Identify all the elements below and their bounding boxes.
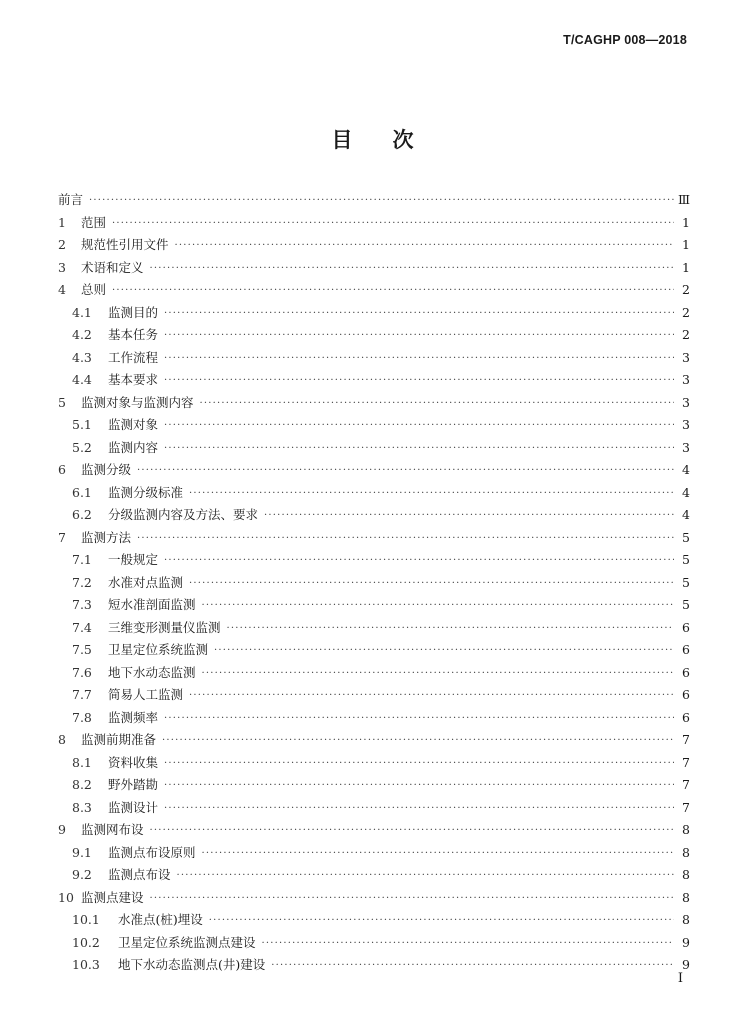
toc-entry[interactable] (58, 595, 690, 618)
toc-dot-leader (209, 915, 674, 926)
toc-dot-leader (150, 825, 674, 836)
toc-entry[interactable] (58, 258, 690, 281)
toc-entry-number: 6.1 (72, 484, 92, 500)
toc-entry[interactable] (58, 663, 690, 686)
toc-entry-number: 8.3 (72, 799, 92, 815)
toc-entry[interactable] (58, 910, 690, 933)
toc-entry[interactable] (58, 798, 690, 821)
toc-entry-number: 10.1 (72, 912, 100, 927)
toc-entry-label: 分级监测内容及方法、要求 (108, 507, 259, 522)
toc-entry[interactable] (58, 753, 690, 776)
toc-entry-label: 监测频率 (108, 709, 159, 725)
toc-dot-leader (164, 443, 674, 454)
toc-entry-label: 基本任务 (108, 327, 159, 342)
toc-dot-leader (202, 668, 674, 679)
toc-entry-label: 监测点布设 (108, 867, 171, 882)
toc-dot-leader (271, 960, 674, 971)
toc-entry-label: 术语和定义 (81, 259, 144, 275)
toc-entry-page: 9 (682, 934, 690, 950)
toc-entry-page: 7 (682, 777, 690, 792)
toc-entry-label: 规范性引用文件 (81, 237, 169, 252)
toc-dot-leader (164, 758, 674, 769)
toc-dot-leader (164, 780, 674, 791)
toc-entry[interactable] (58, 730, 690, 753)
toc-entry-label: 水准对点监测 (108, 574, 184, 590)
toc-dot-leader (164, 555, 674, 566)
toc-entry-number: 2 (58, 237, 66, 252)
toc-entry[interactable] (58, 213, 690, 236)
toc-entry-page: 7 (682, 799, 690, 815)
toc-entry-label: 三维变形测量仪监测 (108, 619, 221, 635)
toc-entry-number: 7.5 (72, 642, 92, 657)
toc-entry[interactable] (58, 505, 690, 528)
toc-entry-page: 8 (682, 912, 690, 927)
toc-entry-label: 资料收集 (108, 754, 159, 770)
toc-entry[interactable] (58, 955, 690, 978)
toc-entry[interactable] (58, 528, 690, 551)
toc-entry-page: 3 (682, 372, 690, 387)
toc-entry-page: 8 (682, 822, 690, 837)
toc-dot-leader (112, 218, 674, 229)
toc-entry[interactable] (58, 325, 690, 348)
toc-entry[interactable] (58, 708, 690, 731)
toc-entry-label: 水准点(桩)埋设 (118, 912, 203, 927)
toc-entry-label: 监测设计 (108, 799, 159, 815)
toc-entry-number: 10.2 (72, 934, 100, 950)
footer-page-number: I (677, 971, 683, 986)
toc-entry-label: 监测网布设 (81, 822, 144, 837)
toc-dot-leader (175, 240, 674, 251)
toc-entry-number: 7.4 (72, 619, 92, 635)
toc-dot-leader (164, 375, 674, 386)
toc-entry-page: 5 (682, 552, 690, 567)
toc-entry-label: 监测目的 (108, 304, 159, 320)
toc-entry-page: 7 (682, 754, 690, 770)
toc-entry[interactable] (58, 460, 690, 483)
toc-entry-page: 6 (682, 642, 690, 657)
toc-entry-number: 8.2 (72, 777, 92, 792)
toc-dot-leader (164, 420, 674, 431)
toc-entry-page: 3 (682, 394, 690, 410)
toc-entry-page: 5 (682, 574, 690, 590)
toc-entry-number: 9 (58, 822, 66, 837)
toc-dot-leader (227, 623, 674, 634)
toc-dot-leader (162, 735, 674, 746)
toc-entry[interactable] (58, 393, 690, 416)
toc-entry-label: 监测点建设 (81, 889, 144, 905)
toc-entry-number: 10.3 (72, 957, 100, 972)
toc-entry-label: 简易人工监测 (108, 687, 184, 702)
toc-dot-leader (137, 533, 674, 544)
toc-entry-number: 7.8 (72, 709, 92, 725)
toc-entry[interactable] (58, 775, 690, 798)
toc-dot-leader (262, 938, 674, 949)
toc-entry-number: 3 (58, 259, 66, 275)
toc-entry-label: 卫星定位系统监测 (108, 642, 209, 657)
toc-entry-number: 10 (58, 889, 74, 905)
toc-entry[interactable] (58, 190, 690, 213)
toc-entry-page: 4 (682, 507, 690, 522)
toc-entry-page: 3 (682, 417, 690, 432)
toc-entry-number: 7.1 (72, 552, 92, 567)
page-title-left: 目 (331, 128, 353, 152)
toc-entry-number: 4.1 (72, 304, 92, 320)
toc-entry-number: 4.2 (72, 327, 92, 342)
toc-entry[interactable] (58, 933, 690, 956)
toc-dot-leader (164, 713, 674, 724)
toc-entry-number: 4 (58, 282, 66, 297)
toc-entry[interactable] (58, 865, 690, 888)
toc-dot-leader (164, 803, 674, 814)
toc-entry[interactable] (58, 820, 690, 843)
toc-entry-number: 7.7 (72, 687, 92, 702)
toc-dot-leader (189, 578, 674, 589)
toc-dot-leader (164, 308, 674, 319)
toc-entry-page: Ⅲ (678, 192, 691, 207)
toc-entry-page: 3 (682, 439, 690, 455)
toc-entry[interactable] (58, 415, 690, 438)
toc-entry-label: 野外踏勘 (108, 777, 159, 792)
toc-entry-page: 3 (682, 349, 690, 365)
toc-entry-number: 1 (58, 214, 66, 230)
toc-dot-leader (164, 353, 674, 364)
toc-dot-leader (112, 285, 674, 296)
toc-entry-label: 短水准剖面监测 (108, 597, 196, 612)
toc-entry-label: 监测对象与监测内容 (81, 394, 194, 410)
toc-entry-label: 监测方法 (81, 529, 132, 545)
toc-entry-page: 6 (682, 619, 690, 635)
document-code: T/CAGHP 008—2018 (563, 33, 687, 47)
toc-entry[interactable] (58, 483, 690, 506)
toc-entry[interactable] (58, 280, 690, 303)
toc-entry-page: 1 (682, 237, 690, 252)
page-title-right: 次 (392, 128, 414, 152)
toc-dot-leader (137, 465, 674, 476)
toc-entry-number: 9.1 (72, 844, 92, 860)
toc-entry-page: 4 (682, 484, 690, 500)
toc-entry[interactable] (58, 640, 690, 663)
toc-dot-leader (89, 195, 674, 206)
toc-entry-label: 监测内容 (108, 439, 159, 455)
toc-entry-number: 6 (58, 462, 66, 477)
toc-entry[interactable] (58, 550, 690, 573)
toc-entry-label: 工作流程 (108, 349, 159, 365)
toc-entry-number: 8 (58, 732, 66, 747)
toc-dot-leader (177, 870, 674, 881)
toc-entry-page: 1 (682, 214, 690, 230)
toc-entry-label: 前言 (58, 192, 84, 207)
toc-entry-number: 4.3 (72, 349, 92, 365)
toc-dot-leader (150, 893, 674, 904)
toc-entry[interactable] (58, 685, 690, 708)
toc-entry-label: 一般规定 (108, 552, 159, 567)
toc-entry-label: 卫星定位系统监测点建设 (118, 934, 256, 950)
toc-entry-page: 1 (682, 259, 690, 275)
toc-entry[interactable] (58, 438, 690, 461)
toc-entry-number: 6.2 (72, 507, 92, 522)
toc-dot-leader (200, 398, 674, 409)
toc-entry-page: 8 (682, 844, 690, 860)
toc-entry-number: 9.2 (72, 867, 92, 882)
toc-entry[interactable] (58, 618, 690, 641)
toc-entry-label: 监测前期准备 (81, 732, 157, 747)
toc-dot-leader (189, 690, 674, 701)
toc-entry-number: 7 (58, 529, 66, 545)
toc-entry[interactable] (58, 573, 690, 596)
toc-entry-label: 地下水动态监测点(井)建设 (118, 957, 266, 972)
toc-entry-number: 7.2 (72, 574, 92, 590)
toc-entry-page: 9 (682, 957, 690, 972)
toc-entry-page: 6 (682, 664, 690, 680)
toc-entry-page: 8 (682, 867, 690, 882)
toc-entry-label: 监测对象 (108, 417, 159, 432)
toc-entry-label: 监测分级 (81, 462, 132, 477)
toc-entry-number: 5 (58, 394, 66, 410)
toc-dot-leader (264, 510, 674, 521)
toc-entry-number: 5.1 (72, 417, 92, 432)
toc-entry[interactable] (58, 370, 690, 393)
toc-entry-number: 8.1 (72, 754, 92, 770)
toc-entry-label: 基本要求 (108, 372, 159, 387)
toc-entry-label: 地下水动态监测 (108, 664, 196, 680)
toc-entry-page: 6 (682, 709, 690, 725)
toc-dot-leader (164, 330, 674, 341)
toc-entry-page: 4 (682, 462, 690, 477)
toc-entry-number: 5.2 (72, 439, 92, 455)
toc-entry-label: 监测点布设原则 (108, 844, 196, 860)
toc-entry[interactable] (58, 843, 690, 866)
toc-entry-page: 2 (682, 282, 690, 297)
toc-entry-number: 7.6 (72, 664, 92, 680)
toc-entry[interactable] (58, 888, 690, 911)
toc-entry[interactable] (58, 303, 690, 326)
toc-dot-leader (202, 848, 674, 859)
toc-entry-label: 总则 (81, 282, 107, 297)
toc-entry[interactable] (58, 235, 690, 258)
toc-dot-leader (214, 645, 674, 656)
toc-entry-page: 5 (682, 597, 690, 612)
toc-entry-page: 2 (682, 327, 690, 342)
toc-dot-leader (202, 600, 674, 611)
toc-dot-leader (150, 263, 674, 274)
page-title (0, 124, 745, 154)
toc-dot-leader (189, 488, 674, 499)
toc-entry-number: 7.3 (72, 597, 92, 612)
toc-entry-page: 2 (682, 304, 690, 320)
toc-entry-page: 5 (682, 529, 690, 545)
toc-entry[interactable] (58, 348, 690, 371)
toc-entry-number: 4.4 (72, 372, 92, 387)
toc-entry-page: 7 (682, 732, 690, 747)
toc-entry-page: 6 (682, 687, 690, 702)
toc-entry-label: 范围 (81, 214, 107, 230)
toc-entry-label: 监测分级标准 (108, 484, 184, 500)
toc-entry-page: 8 (682, 889, 690, 905)
toc-list (58, 190, 690, 978)
